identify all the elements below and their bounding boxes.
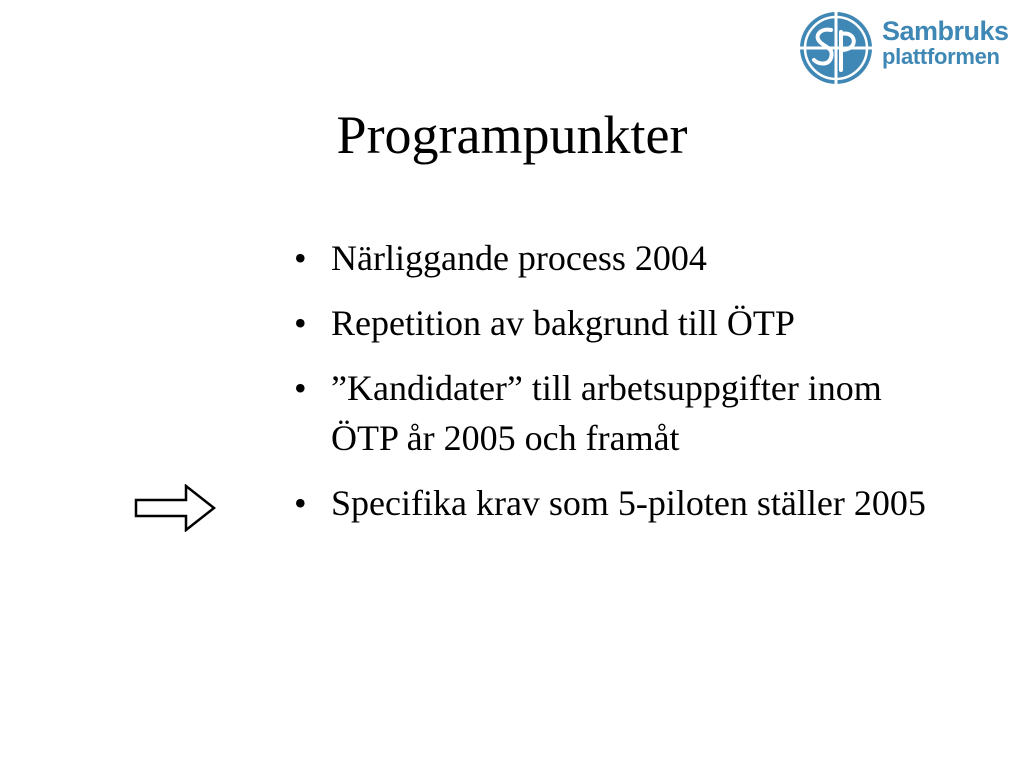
logo-line-2: plattformen <box>882 44 1000 69</box>
bullet-dot: • <box>294 368 307 408</box>
logo-line-1: Sambruks <box>882 16 1009 46</box>
bullet-item <box>292 478 992 528</box>
bullet-dot: • <box>294 303 307 343</box>
bullet-text: Specifika krav som 5-piloten ställer 2005 <box>331 483 926 523</box>
bullet-dot: • <box>294 238 307 278</box>
bullet-item <box>292 298 992 348</box>
sambruksplattformen-logo <box>798 10 1013 86</box>
bullet-text: ”Kandidater” till arbetsuppgifter inom ÖTP år 2005 och framåt <box>331 368 882 458</box>
bullet-text: Närliggande process 2004 <box>331 238 707 278</box>
bullet-text: Repetition av bakgrund till ÖTP <box>331 303 795 343</box>
slide-title: Programpunkter <box>336 105 688 165</box>
bullet-item <box>292 233 992 283</box>
bullet-list <box>292 233 992 543</box>
bullet-dot: • <box>294 483 307 523</box>
right-arrow-outline-icon <box>134 484 216 532</box>
logo-mark-icon <box>798 10 874 86</box>
logo-text <box>882 18 1009 70</box>
bullet-item <box>292 363 992 463</box>
